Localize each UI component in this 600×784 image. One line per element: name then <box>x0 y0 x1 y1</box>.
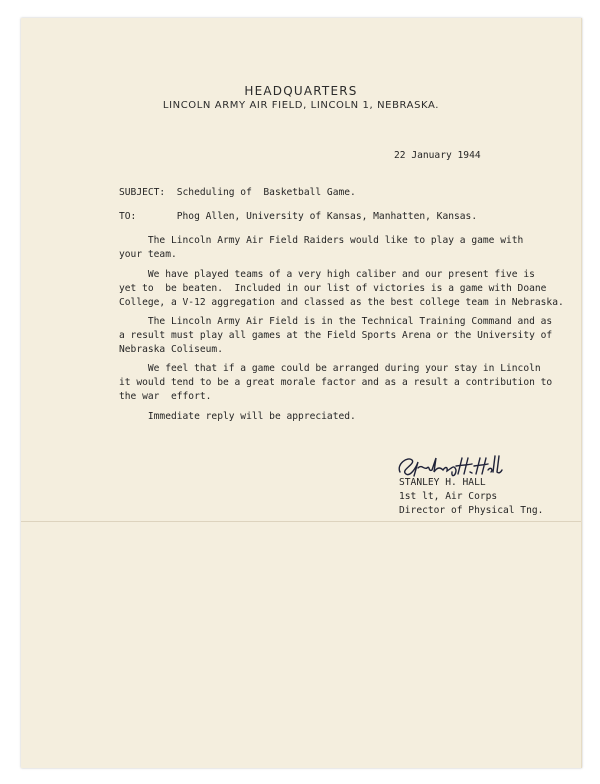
signer-title: Director of Physical Tng. <box>399 505 544 516</box>
signer-name: STANLEY H. HALL <box>399 477 486 488</box>
recipient-line: TO: Phog Allen, University of Kansas, Manhatten, Kansas. <box>119 211 478 222</box>
letterhead-address: LINCOLN ARMY AIR FIELD, LINCOLN 1, NEBRASKA. <box>162 100 440 111</box>
letterhead-title: HEADQUARTERS <box>244 84 358 98</box>
signature-block <box>399 476 543 518</box>
letter-date: 22 January 1944 <box>394 150 481 161</box>
letter-page <box>21 18 582 768</box>
body-paragraph-5: Immediate reply will be appreciated. <box>119 411 356 422</box>
body-paragraph-1: The Lincoln Army Air Field Raiders would like to play a game with your team. <box>119 235 524 260</box>
body-paragraph-4: We feel that if a game could be arranged during your stay in Lincoln it would tend to be a great morale factor and as a result a contribution to the war effort. <box>119 363 553 402</box>
body-paragraph-3: The Lincoln Army Air Field is in the Technical Training Command and as a result must play all games at the Field Sports Arena or the University of Nebraska Coliseum. <box>119 316 553 355</box>
signer-rank: 1st lt, Air Corps <box>399 491 498 502</box>
body-paragraph-2: We have played teams of a very high caliber and our present five is yet to be beaten. Included in our list of victories is a game with Doane College, a V-12 aggregation and classed as the best college team in Nebraska. <box>119 269 564 308</box>
subject-line: SUBJECT: Scheduling of Basketball Game. <box>119 187 356 198</box>
page-fold-line <box>21 521 581 522</box>
